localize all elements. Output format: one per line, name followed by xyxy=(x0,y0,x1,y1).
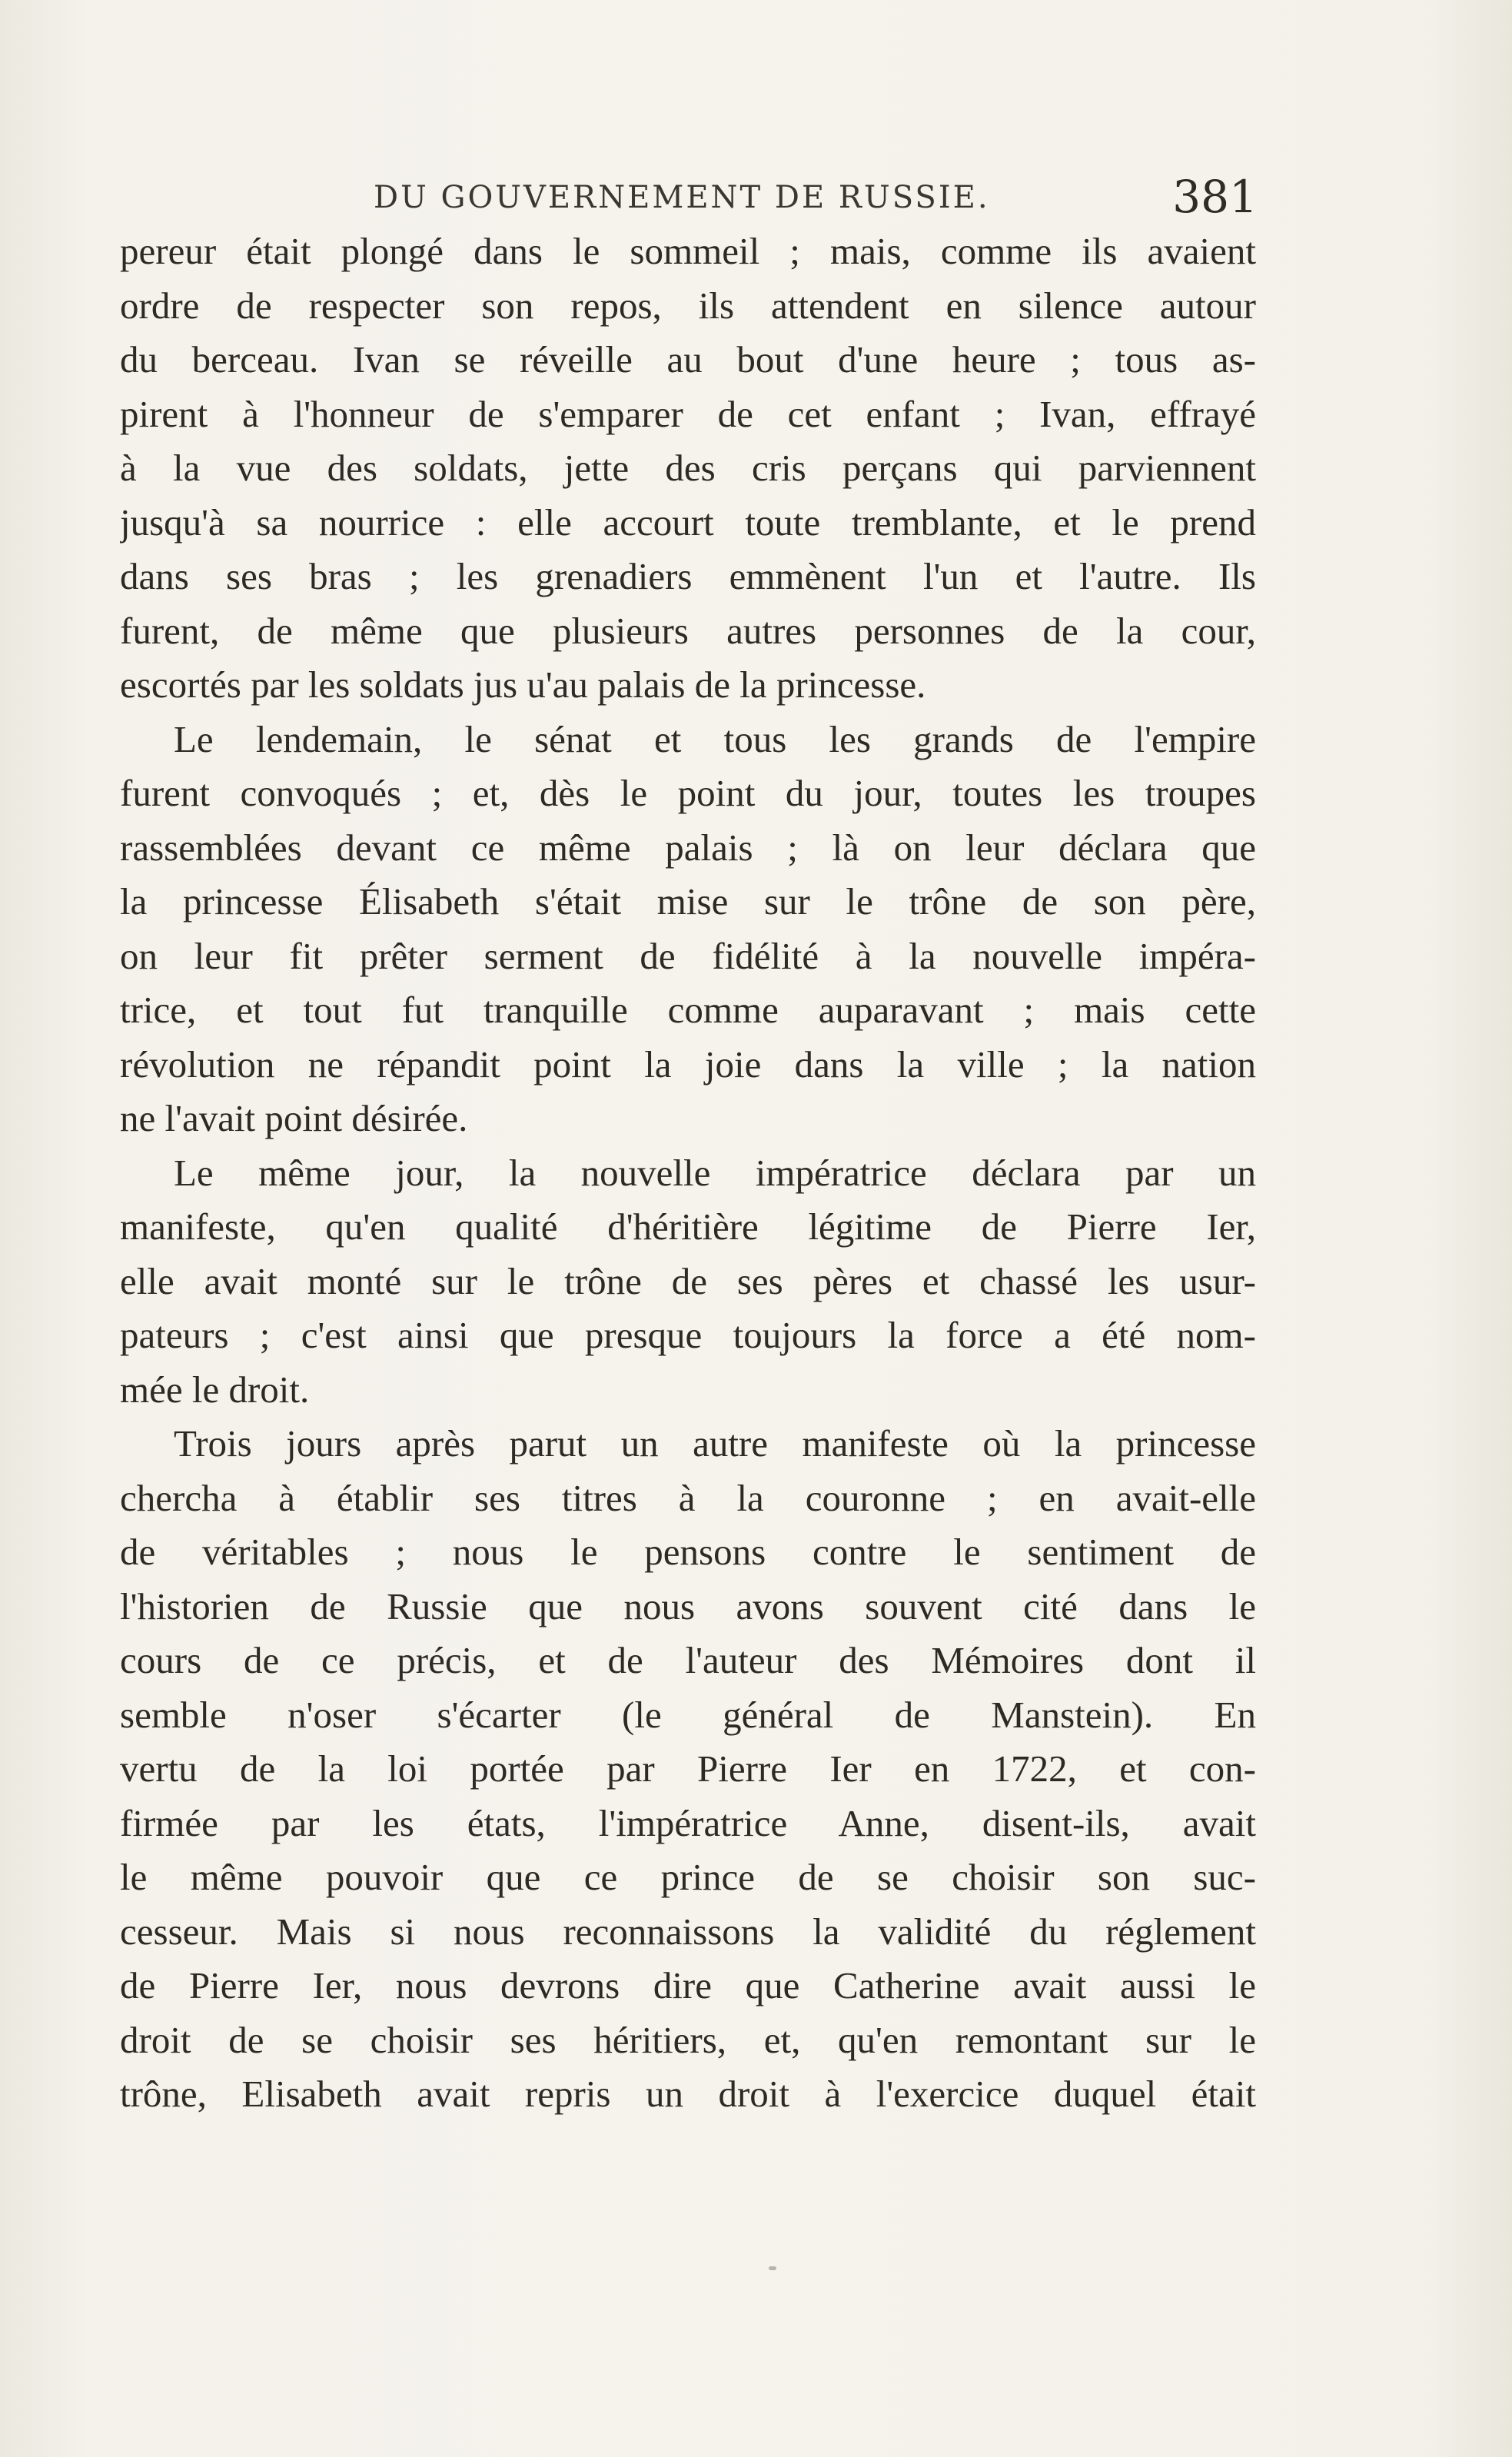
running-title: DU GOUVERNEMENT DE RUSSIE. xyxy=(374,180,990,215)
text-line: pirent à l'honneur de s'emparer de cet enfant ; Ivan, effrayé xyxy=(120,392,1256,435)
text-line: de véritables ; nous le pensons contre le sentiment de xyxy=(120,1531,1256,1573)
text-line: jusqu'à sa nourrice : elle accourt toute tremblante, et le prend xyxy=(120,500,1256,544)
text-line: semble n'oser s'écarter (le général de Manstein). En xyxy=(120,1693,1256,1736)
text-line: du berceau. Ivan se réveille au bout d'une heure ; tous as- xyxy=(120,338,1256,381)
paper-speck xyxy=(769,2266,776,2270)
text-line: cours de ce précis, et de l'auteur des Mémoires dont il xyxy=(120,1639,1256,1681)
text-line: l'historien de Russie que nous avons souvent cité dans le xyxy=(120,1584,1256,1627)
paragraph-start-line: Le lendemain, le sénat et tous les grands de l'empire xyxy=(174,717,1256,760)
body-text xyxy=(120,224,1256,2122)
text-line: pateurs ; c'est ainsi que presque toujours la force a été nom- xyxy=(120,1314,1256,1356)
page-number: 381 xyxy=(1172,171,1258,223)
text-line: la princesse Élisabeth s'était mise sur le trône de son père, xyxy=(120,880,1256,923)
text-line: droit de se choisir ses héritiers, et, qu'en remontant sur le xyxy=(120,2018,1256,2061)
text-line: furent, de même que plusieurs autres personnes de la cour, xyxy=(120,609,1256,652)
text-line: ne l'avait point désirée. xyxy=(120,1097,468,1139)
text-line: révolution ne répandit point la joie dans la ville ; la nation xyxy=(120,1042,1256,1086)
text-line: à la vue des soldats, jette des cris perçans qui parviennent xyxy=(120,447,1256,489)
text-line: rassemblées devant ce même palais ; là on leur déclara que xyxy=(120,826,1256,869)
text-line: on leur fit prêter serment de fidélité à la nouvelle impéra- xyxy=(120,934,1256,977)
text-line: furent convoqués ; et, dès le point du jour, toutes les troupes xyxy=(120,772,1256,814)
text-line: le même pouvoir que ce prince de se choisir son suc- xyxy=(120,1856,1256,1898)
text-line: trice, et tout fut tranquille comme auparavant ; mais cette xyxy=(120,989,1256,1031)
text-line: escortés par les soldats jus u'au palais de la princesse. xyxy=(120,663,926,706)
text-line: dans ses bras ; les grenadiers emmènent l'un et l'autre. Ils xyxy=(120,555,1256,597)
text-line: pereur était plongé dans le sommeil ; mais, comme ils avaient xyxy=(120,230,1256,272)
text-line: mée le droit. xyxy=(120,1368,310,1411)
text-line: ordre de respecter son repos, ils attendent en silence autour xyxy=(120,284,1256,327)
text-line: firmée par les états, l'impératrice Anne, disent-ils, avait xyxy=(120,1801,1256,1844)
text-line: elle avait monté sur le trône de ses pères et chassé les usur- xyxy=(120,1259,1256,1302)
paragraph-start-line: Le même jour, la nouvelle impératrice déclara par un xyxy=(174,1151,1256,1194)
text-line: cesseur. Mais si nous reconnaissons la validité du réglement xyxy=(120,1910,1256,1953)
text-line: manifeste, qu'en qualité d'héritière légitime de Pierre Ier, xyxy=(120,1205,1256,1248)
paragraph-start-line: Trois jours après parut un autre manifeste où la princesse xyxy=(174,1422,1256,1465)
text-line: vertu de la loi portée par Pierre Ier en 1722, et con- xyxy=(120,1747,1256,1790)
text-line: chercha à établir ses titres à la couronne ; en avait-elle xyxy=(120,1476,1256,1519)
text-line: de Pierre Ier, nous devrons dire que Catherine avait aussi le xyxy=(120,1964,1256,2006)
page-header xyxy=(374,171,1258,224)
text-line: trône, Elisabeth avait repris un droit à l'exercice duquel était xyxy=(120,2073,1256,2115)
